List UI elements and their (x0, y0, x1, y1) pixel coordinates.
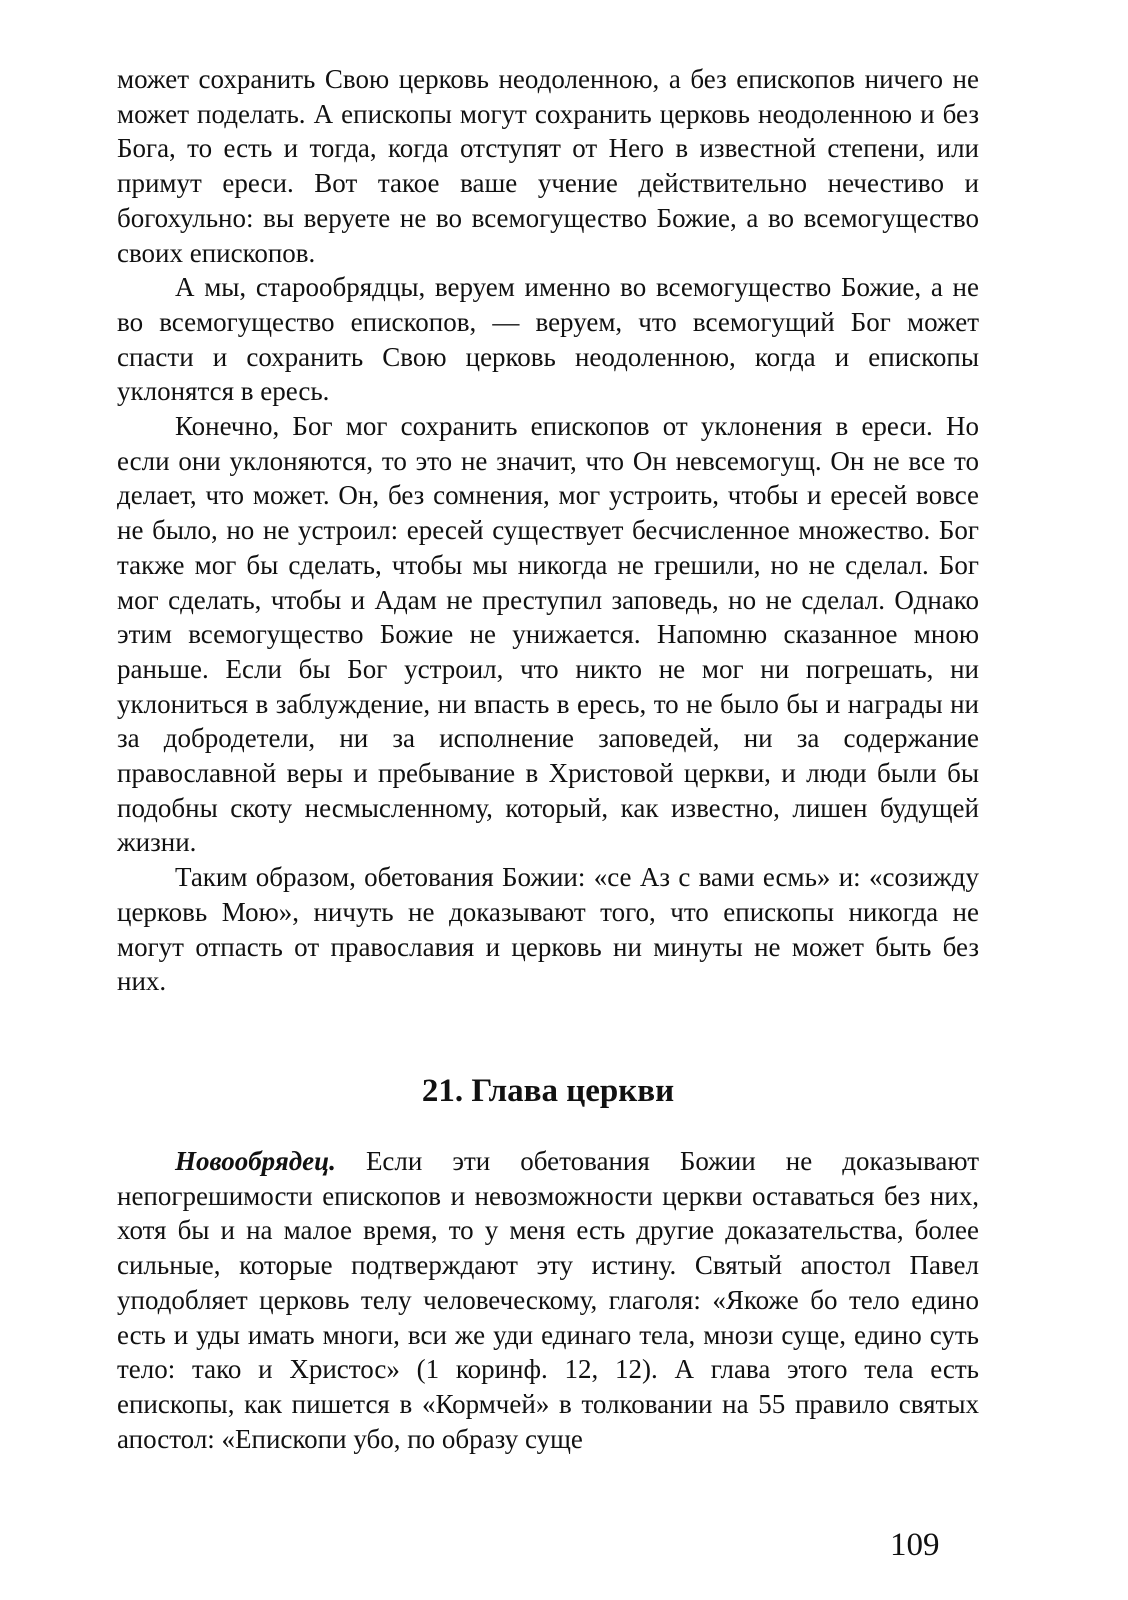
dialogue-text: Если эти обетования Божии не доказывают непогрешимости епископов и невозможности церкви оставаться без них, хотя бы и на малое время, то у меня есть другие доказательства, более сильные, которые подтверждают эту истину. Святый апостол Павел уподобляет церковь телу человеческому, глаголя: «Якоже бо тело едино есть и уды имать многи, вси же уди единаго тела, мнози суще, едино суть тело: тако и Христос» (1 коринф. 12, 12). А глава этого тела есть епископы, как пишется в «Кормчей» в толковании на 55 правило святых апостол: «Епископи убо, по образу суще (117, 1145, 979, 1454)
paragraph-1: может сохранить Свою церковь неодоленною, а без епископов ничего не может поделать. А епископы могут сохранить церковь неодоленною и без Бога, то есть и тогда, когда отступят от Него в известной степени, или примут ереси. Вот такое ваше учение действительно нечестиво и богохульно: вы веруете не во всемогущество Божие, а во всемогущество своих епископов. (117, 64, 979, 268)
speaker-label: Новообрядец. (175, 1145, 336, 1176)
dialogue-paragraph (117, 1144, 979, 1456)
paragraph-3: Конечно, Бог мог сохранить епископов от уклонения в ереси. Но если они уклоняются, то это не значит, что Он невсемогущ. Он не все то делает, что может. Он, без сомнения, мог устроить, чтобы и ересей вовсе не было, но не устроил: ересей существует бесчисленное множество. Бог также мог бы сделать, чтобы мы никогда не грешили, но не сделал. Бог мог сделать, чтобы и Адам не преступил заповедь, но не сделал. Однако этим всемогущество Божие не унижается. Напомню сказанное мною раньше. Если бы Бог устроил, что никто не мог ни погрешать, ни уклониться в заблуждение, ни впасть в ересь, то не было бы и награды ни за добродетели, ни за исполнение заповедей, ни за содержание православной веры и пребывание в Христовой церкви, и люди были бы подобны скоту несмысленному, который, как известно, лишен будущей жизни. (117, 411, 979, 858)
paragraph-2: А мы, старообрядцы, веруем именно во всемогущество Божие, а не во всемогущество епископов, — веруем, что всемогущий Бог может спасти и сохранить Свою церковь неодоленною, когда и епископы уклонятся в ересь. (117, 272, 979, 407)
page-number: 109 (890, 1527, 940, 1563)
book-page (117, 62, 979, 1456)
section-heading: 21. Глава церкви (421, 1072, 675, 1109)
paragraph-4: Таким образом, обетования Божии: «се Аз с вами есмь» и: «созижду церковь Мою», ничуть не доказывают того, что епископы никогда не могут отпасть от православия и церковь ни минуты не может быть без них. (117, 862, 979, 997)
